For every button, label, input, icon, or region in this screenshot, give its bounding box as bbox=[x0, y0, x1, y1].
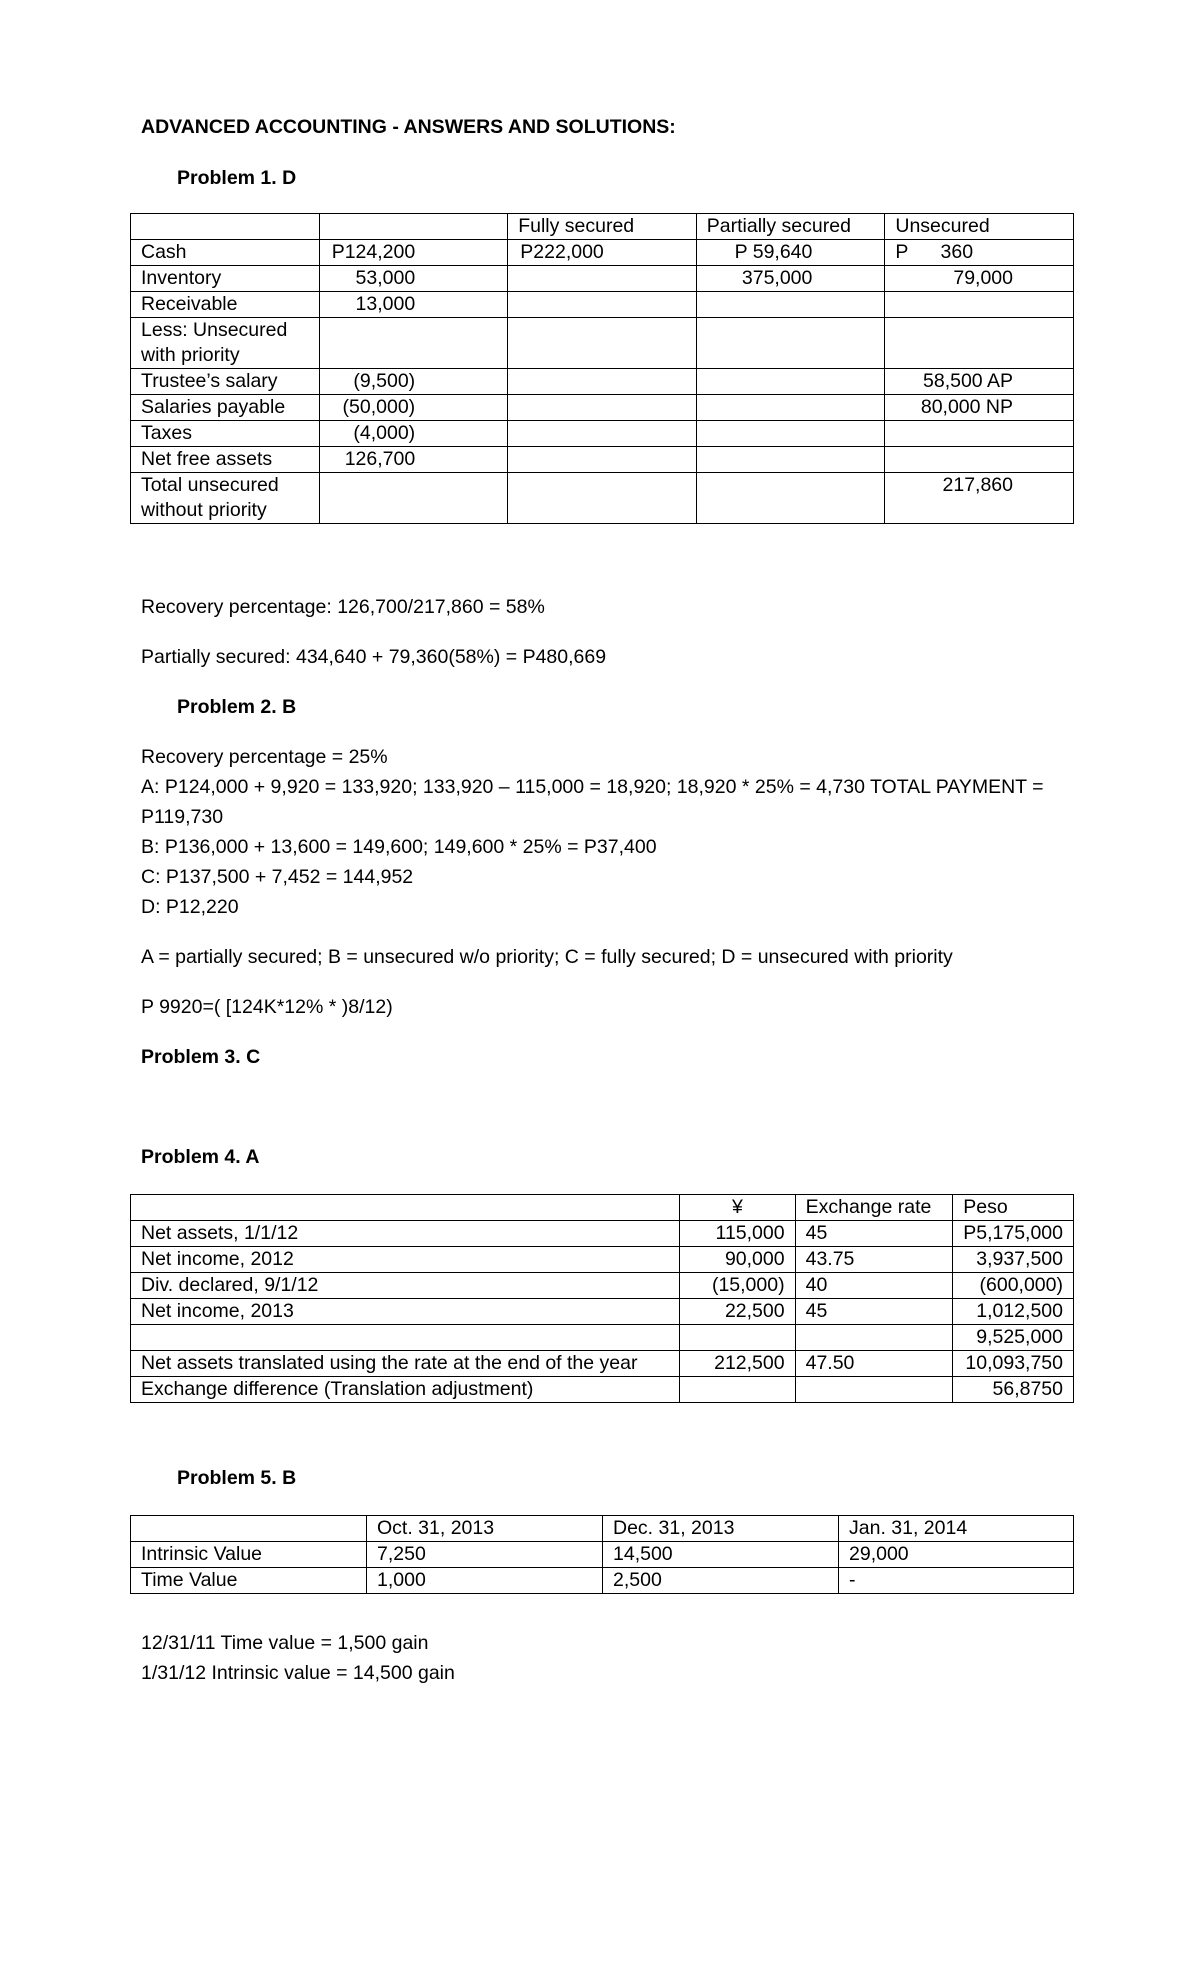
row-label: Less: Unsecured with priority bbox=[131, 318, 320, 369]
classification-text: A = partially secured; B = unsecured w/o priority; C = fully secured; D = unsecured with priority bbox=[141, 946, 953, 968]
table-row bbox=[131, 473, 1074, 524]
table-cell: 40 bbox=[795, 1273, 953, 1299]
table-row bbox=[131, 1568, 1074, 1594]
table-cell: 29,000 bbox=[839, 1542, 1074, 1568]
table-row bbox=[131, 1221, 1074, 1247]
table-cell: (4,000) bbox=[319, 421, 508, 447]
table-row bbox=[131, 447, 1074, 473]
table-cell bbox=[508, 395, 697, 421]
problem5-note: 1/31/12 Intrinsic value = 14,500 gain bbox=[141, 1662, 455, 1684]
table-cell: (9,500) bbox=[319, 369, 508, 395]
table-cell bbox=[319, 318, 508, 369]
row-label: Net assets translated using the rate at the end of the year bbox=[131, 1351, 680, 1377]
header-cell: Fully secured bbox=[508, 214, 697, 240]
problem1-table bbox=[130, 213, 1074, 524]
table-cell: 2,500 bbox=[603, 1568, 839, 1594]
table-cell: 13,000 bbox=[319, 292, 508, 318]
problem3-heading: Problem 3. C bbox=[141, 1046, 261, 1068]
header-cell bbox=[131, 1516, 367, 1542]
table-cell bbox=[885, 318, 1074, 369]
table-cell bbox=[508, 292, 697, 318]
problem4-heading: Problem 4. A bbox=[141, 1146, 260, 1168]
header-cell bbox=[131, 214, 320, 240]
header-cell: Exchange rate bbox=[795, 1195, 953, 1221]
table-header-row bbox=[131, 1516, 1074, 1542]
table-cell bbox=[696, 369, 885, 395]
row-label: Cash bbox=[131, 240, 320, 266]
table-cell bbox=[508, 421, 697, 447]
table-header-row bbox=[131, 1195, 1074, 1221]
table-cell: 1,000 bbox=[367, 1568, 603, 1594]
table-cell: 1,012,500 bbox=[953, 1299, 1074, 1325]
table-cell: P5,175,000 bbox=[953, 1221, 1074, 1247]
problem5-note: 12/31/11 Time value = 1,500 gain bbox=[141, 1632, 429, 1654]
document-title: ADVANCED ACCOUNTING - ANSWERS AND SOLUTIONS: bbox=[141, 116, 676, 138]
table-row bbox=[131, 1325, 1074, 1351]
table-cell: P 360 bbox=[885, 240, 1074, 266]
row-label: Div. declared, 9/1/12 bbox=[131, 1273, 680, 1299]
table-cell: 80,000 NP bbox=[885, 395, 1074, 421]
table-cell: 3,937,500 bbox=[953, 1247, 1074, 1273]
table-cell: 56,8750 bbox=[953, 1377, 1074, 1403]
table-cell: 115,000 bbox=[680, 1221, 795, 1247]
header-cell: Partially secured bbox=[696, 214, 885, 240]
table-cell bbox=[680, 1325, 795, 1351]
partially-secured-text: Partially secured: 434,640 + 79,360(58%) = P480,669 bbox=[141, 646, 607, 668]
table-cell: 53,000 bbox=[319, 266, 508, 292]
table-cell: - bbox=[839, 1568, 1074, 1594]
row-label: Intrinsic Value bbox=[131, 1542, 367, 1568]
table-cell bbox=[795, 1377, 953, 1403]
problem2-line: B: P136,000 + 13,600 = 149,600; 149,600 * 25% = P37,400 bbox=[141, 836, 657, 858]
table-cell: 9,525,000 bbox=[953, 1325, 1074, 1351]
problem1-heading: Problem 1. D bbox=[177, 167, 297, 189]
table-cell: 58,500 AP bbox=[885, 369, 1074, 395]
table-cell: P 59,640 bbox=[696, 240, 885, 266]
table-cell bbox=[508, 447, 697, 473]
table-cell bbox=[885, 447, 1074, 473]
header-cell: Unsecured bbox=[885, 214, 1074, 240]
formula-text: P 9920=( [124K*12% * )8/12) bbox=[141, 996, 393, 1018]
table-cell: 22,500 bbox=[680, 1299, 795, 1325]
table-row bbox=[131, 318, 1074, 369]
table-cell: P222,000 bbox=[508, 240, 697, 266]
table-cell: 7,250 bbox=[367, 1542, 603, 1568]
row-label: Net income, 2013 bbox=[131, 1299, 680, 1325]
table-row bbox=[131, 266, 1074, 292]
table-cell bbox=[696, 395, 885, 421]
row-label: Total unsecured without priority bbox=[131, 473, 320, 524]
table-row bbox=[131, 292, 1074, 318]
problem2-heading: Problem 2. B bbox=[177, 696, 297, 718]
table-cell bbox=[508, 369, 697, 395]
table-cell: (600,000) bbox=[953, 1273, 1074, 1299]
problem2-line: D: P12,220 bbox=[141, 896, 239, 918]
table-cell: (50,000) bbox=[319, 395, 508, 421]
problem5-heading: Problem 5. B bbox=[177, 1467, 297, 1489]
table-cell: 126,700 bbox=[319, 447, 508, 473]
row-label: Receivable bbox=[131, 292, 320, 318]
row-label: Time Value bbox=[131, 1568, 367, 1594]
row-label: Trustee’s salary bbox=[131, 369, 320, 395]
table-row bbox=[131, 1299, 1074, 1325]
table-cell bbox=[696, 447, 885, 473]
problem5-table bbox=[130, 1515, 1074, 1594]
header-cell: ¥ bbox=[680, 1195, 795, 1221]
row-label: Net income, 2012 bbox=[131, 1247, 680, 1273]
table-cell bbox=[696, 421, 885, 447]
table-cell: 14,500 bbox=[603, 1542, 839, 1568]
table-cell bbox=[696, 292, 885, 318]
table-header-row bbox=[131, 214, 1074, 240]
table-row bbox=[131, 1273, 1074, 1299]
table-row bbox=[131, 240, 1074, 266]
table-cell: 45 bbox=[795, 1221, 953, 1247]
table-cell: P124,200 bbox=[319, 240, 508, 266]
table-cell: 375,000 bbox=[696, 266, 885, 292]
problem2-line: C: P137,500 + 7,452 = 144,952 bbox=[141, 866, 414, 888]
header-cell: Dec. 31, 2013 bbox=[603, 1516, 839, 1542]
table-cell bbox=[319, 473, 508, 524]
table-row bbox=[131, 1542, 1074, 1568]
row-label bbox=[131, 1325, 680, 1351]
table-cell: (15,000) bbox=[680, 1273, 795, 1299]
table-cell: 212,500 bbox=[680, 1351, 795, 1377]
row-label: Taxes bbox=[131, 421, 320, 447]
table-cell bbox=[696, 473, 885, 524]
table-cell bbox=[508, 266, 697, 292]
row-label: Exchange difference (Translation adjustment) bbox=[131, 1377, 680, 1403]
header-cell: Peso bbox=[953, 1195, 1074, 1221]
table-cell bbox=[795, 1325, 953, 1351]
table-cell bbox=[680, 1377, 795, 1403]
header-cell: Oct. 31, 2013 bbox=[367, 1516, 603, 1542]
problem4-table bbox=[130, 1194, 1074, 1403]
table-cell bbox=[508, 318, 697, 369]
table-cell bbox=[885, 292, 1074, 318]
header-cell: Jan. 31, 2014 bbox=[839, 1516, 1074, 1542]
problem2-line: Recovery percentage = 25% bbox=[141, 746, 388, 768]
table-cell: 79,000 bbox=[885, 266, 1074, 292]
row-label: Net assets, 1/1/12 bbox=[131, 1221, 680, 1247]
table-row bbox=[131, 1351, 1074, 1377]
header-cell bbox=[319, 214, 508, 240]
table-cell bbox=[885, 421, 1074, 447]
table-cell bbox=[696, 318, 885, 369]
table-cell: 47.50 bbox=[795, 1351, 953, 1377]
row-label: Net free assets bbox=[131, 447, 320, 473]
table-cell: 43.75 bbox=[795, 1247, 953, 1273]
table-row bbox=[131, 395, 1074, 421]
problem2-line: A: P124,000 + 9,920 = 133,920; 133,920 – 115,000 = 18,920; 18,920 * 25% = 4,730 TOTAL PAYMENT = bbox=[141, 776, 1044, 798]
table-cell: 45 bbox=[795, 1299, 953, 1325]
table-row bbox=[131, 1247, 1074, 1273]
table-cell: 10,093,750 bbox=[953, 1351, 1074, 1377]
table-cell: 217,860 bbox=[885, 473, 1074, 524]
row-label: Salaries payable bbox=[131, 395, 320, 421]
problem2-line: P119,730 bbox=[141, 806, 224, 828]
table-row bbox=[131, 1377, 1074, 1403]
recovery-percentage-text: Recovery percentage: 126,700/217,860 = 58% bbox=[141, 596, 545, 618]
header-cell bbox=[131, 1195, 680, 1221]
table-cell: 90,000 bbox=[680, 1247, 795, 1273]
table-row bbox=[131, 369, 1074, 395]
row-label: Inventory bbox=[131, 266, 320, 292]
table-row bbox=[131, 421, 1074, 447]
table-cell bbox=[508, 473, 697, 524]
